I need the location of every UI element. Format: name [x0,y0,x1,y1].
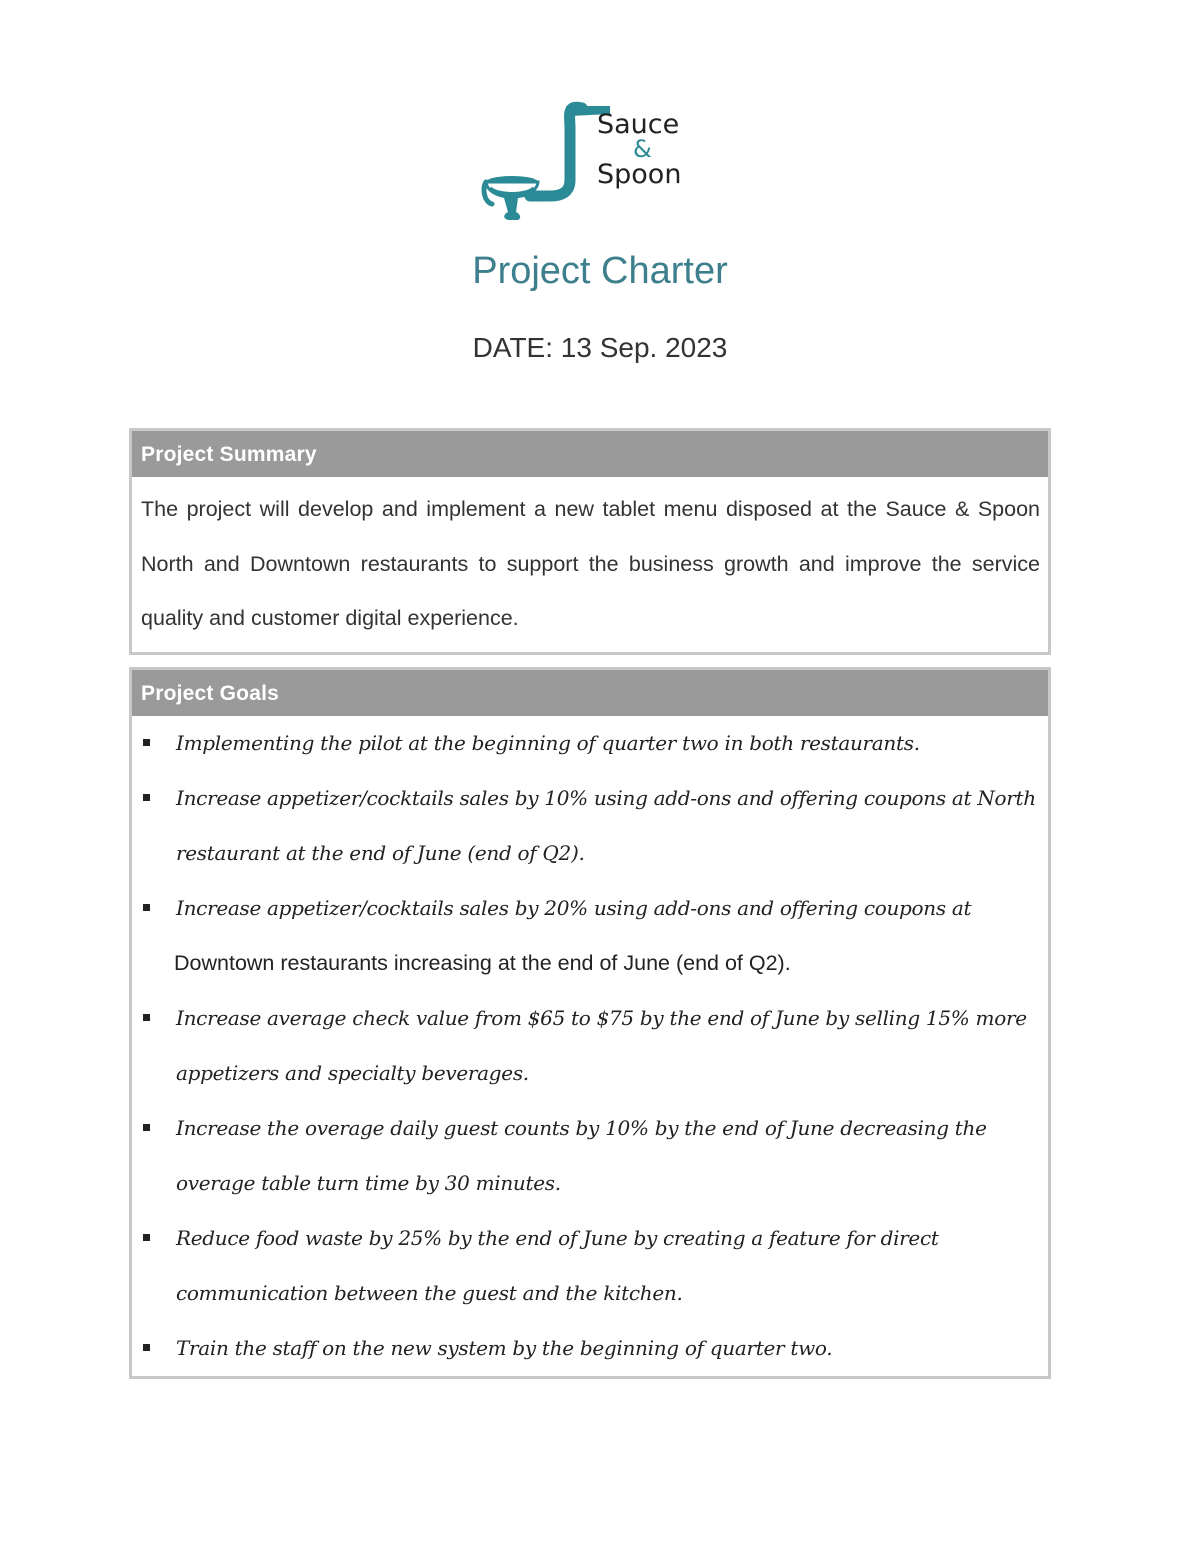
logo-wordmark [597,109,682,190]
project-summary-section [129,428,1051,655]
goal-text-continuation: Downtown restaurants increasing at the end of June (end of Q2). [174,951,791,975]
logo-line-spoon: Spoon [597,159,682,190]
goal-item [132,991,1048,1101]
square-bullet-icon [143,1344,150,1351]
goal-text: Train the staff on the new system by the beginning of quarter two. [176,1336,833,1360]
project-goals-header: Project Goals [132,670,1048,716]
project-summary-body: The project will develop and implement a new tablet menu disposed at the Sauce & Spoon North and Downtown restaurants to support the business growth and improve the service quality and customer digital experience. [141,497,1040,630]
document-date: DATE: 13 Sep. 2023 [472,332,728,363]
goal-text: Increase average check value from $65 to $75 by the end of June by selling 15% more appetizers and specialty beverages. [176,1006,1027,1085]
square-bullet-icon [143,1014,150,1021]
project-goals-section [129,667,1051,1379]
spoon-with-bowl-icon [470,92,610,232]
logo-line-ampersand: & [633,135,652,163]
square-bullet-icon [143,904,150,911]
goal-text: Increase appetizer/cocktails sales by 10% using add-ons and offering coupons at North restaurant at the end of June (end of Q2). [176,786,1036,865]
square-bullet-icon [143,1234,150,1241]
company-logo [470,92,730,232]
square-bullet-icon [143,794,150,801]
logo-line-sauce: Sauce [597,109,680,140]
goal-text: Increase the overage daily guest counts by 10% by the end of June decreasing the overage table turn time by 30 minutes. [176,1116,987,1195]
goal-text: Increase appetizer/cocktails sales by 20% using add-ons and offering coupons at [176,896,972,920]
goal-text: Implementing the pilot at the beginning of quarter two in both restaurants. [176,731,920,755]
goal-item [132,1101,1048,1211]
goal-text: Reduce food waste by 25% by the end of June by creating a feature for direct communication between the guest and the kitchen. [176,1226,939,1305]
goal-item [132,771,1048,881]
goal-item [132,716,1048,771]
goal-item [132,881,1048,991]
project-goals-list [132,716,1048,1376]
goal-item [132,1211,1048,1321]
square-bullet-icon [143,739,150,746]
page-title: Project Charter [472,250,728,292]
square-bullet-icon [143,1124,150,1131]
project-summary-header: Project Summary [132,431,1048,477]
goal-item [132,1321,1048,1376]
